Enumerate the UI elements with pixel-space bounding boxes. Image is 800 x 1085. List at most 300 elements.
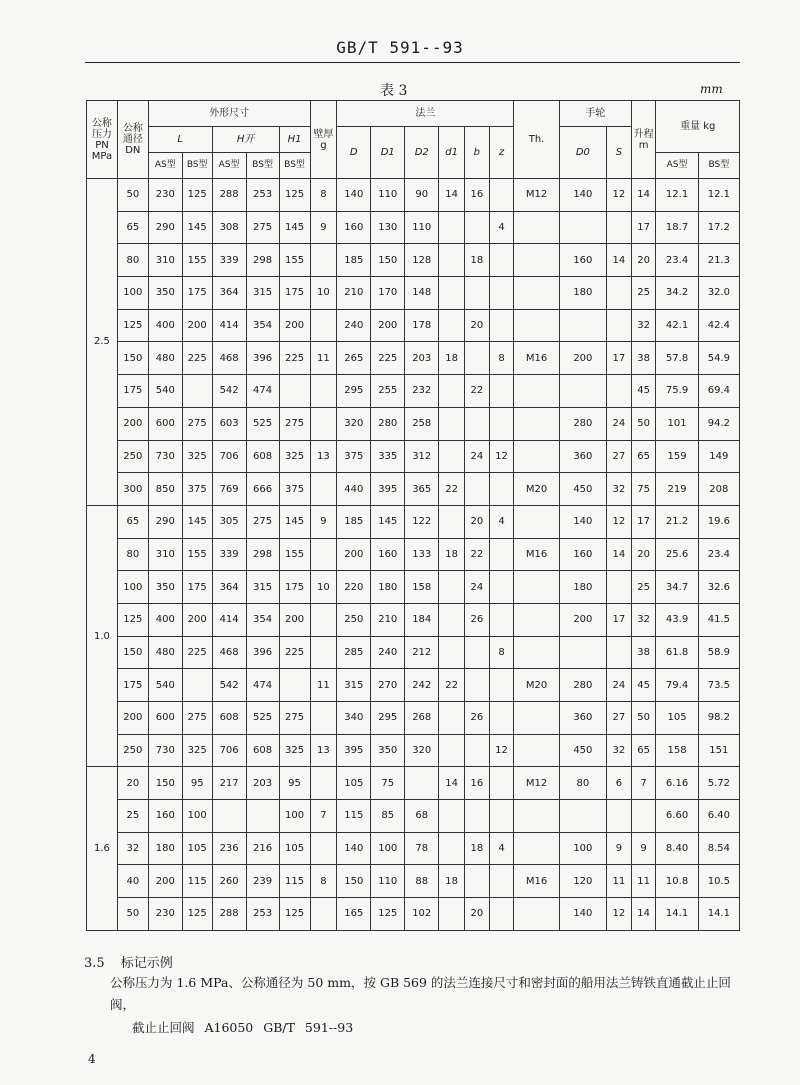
cell-S: 14 <box>607 244 632 277</box>
cell-m: 17 <box>631 211 656 244</box>
table-row <box>87 865 740 898</box>
cell-z: 4 <box>489 832 514 865</box>
table-row <box>87 309 740 342</box>
cell-H-as: 364 <box>212 571 246 604</box>
cell-D: 240 <box>337 309 371 342</box>
cell-L-bs: 225 <box>182 636 212 669</box>
cell-S: 27 <box>607 702 632 735</box>
cell-L-bs: 100 <box>182 800 212 833</box>
table-row <box>87 702 740 735</box>
cell-H-bs: 666 <box>246 473 279 506</box>
cell-H1: 325 <box>279 440 310 473</box>
cell-b: 20 <box>464 505 489 538</box>
cell-d1: 14 <box>439 179 465 212</box>
cell-H-as: 608 <box>212 702 246 735</box>
cell-z <box>489 603 514 636</box>
cell-w-as: 6.16 <box>656 767 698 800</box>
cell-w-as: 105 <box>656 702 698 735</box>
cell-w-as: 34.7 <box>656 571 698 604</box>
cell-L-bs: 200 <box>182 603 212 636</box>
cell-d1 <box>439 800 465 833</box>
cell-D0: 140 <box>559 505 606 538</box>
cell-L-as: 850 <box>148 473 182 506</box>
cell-th <box>514 211 559 244</box>
cell-D2: 68 <box>405 800 439 833</box>
cell-w-as: 57.8 <box>656 342 698 375</box>
cell-H1: 145 <box>279 505 310 538</box>
valve-dimension-table <box>86 100 740 931</box>
cell-th: M16 <box>514 342 559 375</box>
cell-dn: 125 <box>117 603 148 636</box>
cell-H1: 100 <box>279 800 310 833</box>
cell-m: 32 <box>631 309 656 342</box>
cell-th: M16 <box>514 538 559 571</box>
cell-z <box>489 407 514 440</box>
cell-H-as: 603 <box>212 407 246 440</box>
cell-D1: 170 <box>371 277 405 310</box>
cell-z <box>489 669 514 702</box>
cell-z <box>489 538 514 571</box>
cell-L-bs: 200 <box>182 309 212 342</box>
cell-w-bs: 151 <box>698 734 739 767</box>
cell-g <box>310 375 337 408</box>
cell-b: 16 <box>464 179 489 212</box>
cell-L-as: 540 <box>148 375 182 408</box>
cell-D0: 160 <box>559 244 606 277</box>
cell-d1: 18 <box>439 342 465 375</box>
cell-dn: 25 <box>117 800 148 833</box>
cell-D: 160 <box>337 211 371 244</box>
cell-H-as: 706 <box>212 440 246 473</box>
cell-w-as: 42.1 <box>656 309 698 342</box>
cell-D0: 200 <box>559 342 606 375</box>
cell-L-as: 730 <box>148 440 182 473</box>
cell-D2: 110 <box>405 211 439 244</box>
cell-dn: 65 <box>117 505 148 538</box>
cell-L-bs: 325 <box>182 440 212 473</box>
cell-S: 32 <box>607 734 632 767</box>
cell-D1: 280 <box>371 407 405 440</box>
cell-w-bs: 54.9 <box>698 342 739 375</box>
cell-g: 11 <box>310 669 337 702</box>
cell-H1: 155 <box>279 538 310 571</box>
table-row <box>87 505 740 538</box>
cell-L-bs: 175 <box>182 277 212 310</box>
cell-D: 165 <box>337 898 371 931</box>
cell-b: 26 <box>464 603 489 636</box>
cell-m: 25 <box>631 571 656 604</box>
cell-D1: 110 <box>371 865 405 898</box>
cell-m: 20 <box>631 538 656 571</box>
cell-H-bs: 608 <box>246 440 279 473</box>
cell-z <box>489 702 514 735</box>
cell-S: 17 <box>607 603 632 636</box>
cell-H-bs: 474 <box>246 669 279 702</box>
cell-H-bs: 239 <box>246 865 279 898</box>
cell-th <box>514 734 559 767</box>
cell-H-bs: 525 <box>246 407 279 440</box>
col-D1: D1 <box>371 127 405 179</box>
cell-D0: 180 <box>559 277 606 310</box>
cell-g: 11 <box>310 342 337 375</box>
cell-d1: 18 <box>439 865 465 898</box>
cell-H-as: 468 <box>212 342 246 375</box>
cell-S: 32 <box>607 473 632 506</box>
table-row <box>87 375 740 408</box>
cell-L-bs <box>182 375 212 408</box>
cell-D1: 125 <box>371 898 405 931</box>
col-L-bs: BS型 <box>182 153 212 179</box>
cell-H1: 125 <box>279 179 310 212</box>
cell-H1: 115 <box>279 865 310 898</box>
cell-S: 27 <box>607 440 632 473</box>
col-L-as: AS型 <box>148 153 182 179</box>
cell-D: 105 <box>337 767 371 800</box>
cell-m: 75 <box>631 473 656 506</box>
cell-D: 150 <box>337 865 371 898</box>
cell-b <box>464 800 489 833</box>
cell-w-bs: 208 <box>698 473 739 506</box>
cell-L-as: 480 <box>148 636 182 669</box>
cell-b: 20 <box>464 898 489 931</box>
col-outline: 外形尺寸 <box>148 101 310 127</box>
cell-S <box>607 571 632 604</box>
cell-S: 17 <box>607 342 632 375</box>
cell-H1: 175 <box>279 277 310 310</box>
table-row <box>87 473 740 506</box>
cell-D1: 270 <box>371 669 405 702</box>
cell-g: 9 <box>310 505 337 538</box>
cell-L-as: 400 <box>148 309 182 342</box>
cell-w-as: 34.2 <box>656 277 698 310</box>
cell-w-bs: 10.5 <box>698 865 739 898</box>
cell-d1: 22 <box>439 473 465 506</box>
cell-z <box>489 865 514 898</box>
cell-w-bs: 41.5 <box>698 603 739 636</box>
cell-D0: 360 <box>559 440 606 473</box>
cell-b: 16 <box>464 767 489 800</box>
cell-d1 <box>439 440 465 473</box>
cell-b <box>464 277 489 310</box>
cell-H-as: 339 <box>212 538 246 571</box>
cell-D2: 158 <box>405 571 439 604</box>
cell-L-bs: 275 <box>182 702 212 735</box>
cell-D: 440 <box>337 473 371 506</box>
cell-m <box>631 800 656 833</box>
cell-H-bs: 298 <box>246 538 279 571</box>
table-row <box>87 898 740 931</box>
cell-D: 265 <box>337 342 371 375</box>
cell-w-as: 8.40 <box>656 832 698 865</box>
cell-w-as: 61.8 <box>656 636 698 669</box>
cell-th <box>514 244 559 277</box>
cell-D1: 335 <box>371 440 405 473</box>
cell-S <box>607 636 632 669</box>
cell-H-as: 217 <box>212 767 246 800</box>
table-row <box>87 407 740 440</box>
pn-cell: 1.6 <box>87 767 118 930</box>
cell-d1 <box>439 832 465 865</box>
cell-L-bs: 145 <box>182 505 212 538</box>
cell-th <box>514 702 559 735</box>
cell-b: 26 <box>464 702 489 735</box>
cell-m: 38 <box>631 342 656 375</box>
cell-D2: 242 <box>405 669 439 702</box>
cell-H-bs: 275 <box>246 211 279 244</box>
cell-dn: 250 <box>117 440 148 473</box>
cell-D2 <box>405 767 439 800</box>
col-dn: 公称通径 DN <box>117 101 148 179</box>
col-H1: H1 <box>279 127 310 153</box>
cell-z <box>489 277 514 310</box>
cell-th <box>514 407 559 440</box>
cell-D: 320 <box>337 407 371 440</box>
cell-D0: 100 <box>559 832 606 865</box>
cell-z: 12 <box>489 440 514 473</box>
cell-S: 11 <box>607 865 632 898</box>
cell-w-as: 18.7 <box>656 211 698 244</box>
cell-D: 375 <box>337 440 371 473</box>
cell-H-as: 236 <box>212 832 246 865</box>
cell-H1 <box>279 375 310 408</box>
running-header: GB/T 591--93 <box>336 38 464 57</box>
cell-g: 7 <box>310 800 337 833</box>
table-row <box>87 342 740 375</box>
cell-w-as: 79.4 <box>656 669 698 702</box>
header-rule <box>85 62 740 63</box>
cell-g <box>310 538 337 571</box>
cell-L-bs: 145 <box>182 211 212 244</box>
cell-L-bs <box>182 669 212 702</box>
cell-D1: 110 <box>371 179 405 212</box>
cell-th <box>514 375 559 408</box>
cell-H1: 125 <box>279 898 310 931</box>
cell-D2: 148 <box>405 277 439 310</box>
cell-H-as: 414 <box>212 603 246 636</box>
cell-D1: 180 <box>371 571 405 604</box>
cell-z: 8 <box>489 636 514 669</box>
marking-example: 截止止回阀 A16050 GB/T 591--93 <box>132 1020 354 1035</box>
cell-D: 220 <box>337 571 371 604</box>
cell-L-bs: 175 <box>182 571 212 604</box>
cell-H-as: 414 <box>212 309 246 342</box>
cell-D2: 232 <box>405 375 439 408</box>
cell-H1: 155 <box>279 244 310 277</box>
cell-D0: 280 <box>559 669 606 702</box>
cell-w-as: 10.8 <box>656 865 698 898</box>
cell-dn: 100 <box>117 277 148 310</box>
cell-b <box>464 407 489 440</box>
cell-dn: 80 <box>117 244 148 277</box>
cell-D0 <box>559 636 606 669</box>
cell-L-as: 480 <box>148 342 182 375</box>
col-d1: d1 <box>439 127 465 179</box>
cell-th <box>514 440 559 473</box>
cell-m: 14 <box>631 179 656 212</box>
col-thread: Th. <box>514 101 559 179</box>
cell-D2: 133 <box>405 538 439 571</box>
cell-H-bs: 525 <box>246 702 279 735</box>
cell-dn: 200 <box>117 407 148 440</box>
cell-H1: 225 <box>279 636 310 669</box>
cell-H1: 325 <box>279 734 310 767</box>
table-row <box>87 277 740 310</box>
col-H-as: AS型 <box>212 153 246 179</box>
cell-L-as: 160 <box>148 800 182 833</box>
cell-g <box>310 767 337 800</box>
cell-H-as: 260 <box>212 865 246 898</box>
cell-z <box>489 473 514 506</box>
cell-g <box>310 898 337 931</box>
cell-H-as: 305 <box>212 505 246 538</box>
cell-z <box>489 179 514 212</box>
cell-z <box>489 309 514 342</box>
table-row <box>87 244 740 277</box>
cell-g: 13 <box>310 734 337 767</box>
cell-D2: 268 <box>405 702 439 735</box>
pn-cell: 2.5 <box>87 179 118 506</box>
table-row <box>87 211 740 244</box>
cell-D0: 450 <box>559 473 606 506</box>
cell-H-as: 339 <box>212 244 246 277</box>
cell-D1: 150 <box>371 244 405 277</box>
col-H1-bs: BS型 <box>279 153 310 179</box>
col-weight: 重量 kg <box>656 101 740 153</box>
cell-L-as: 290 <box>148 211 182 244</box>
cell-w-bs: 98.2 <box>698 702 739 735</box>
table-row <box>87 832 740 865</box>
cell-dn: 300 <box>117 473 148 506</box>
col-L: L <box>148 127 212 153</box>
cell-H-as: 706 <box>212 734 246 767</box>
table-row <box>87 538 740 571</box>
cell-D2: 102 <box>405 898 439 931</box>
cell-g <box>310 832 337 865</box>
cell-w-bs: 32.0 <box>698 277 739 310</box>
cell-z: 12 <box>489 734 514 767</box>
marking-paragraph <box>84 972 744 1016</box>
cell-g <box>310 407 337 440</box>
table-row <box>87 440 740 473</box>
cell-H-as: 308 <box>212 211 246 244</box>
cell-dn: 250 <box>117 734 148 767</box>
cell-w-bs: 6.40 <box>698 800 739 833</box>
cell-D2: 90 <box>405 179 439 212</box>
cell-L-as: 730 <box>148 734 182 767</box>
cell-z: 8 <box>489 342 514 375</box>
cell-H-bs: 315 <box>246 571 279 604</box>
cell-d1 <box>439 211 465 244</box>
cell-g <box>310 702 337 735</box>
cell-th <box>514 636 559 669</box>
cell-g: 8 <box>310 179 337 212</box>
table-caption: 表 3 <box>380 83 408 99</box>
cell-w-as: 12.1 <box>656 179 698 212</box>
cell-S: 6 <box>607 767 632 800</box>
cell-dn: 125 <box>117 309 148 342</box>
cell-th <box>514 277 559 310</box>
cell-d1 <box>439 898 465 931</box>
cell-m: 50 <box>631 702 656 735</box>
cell-L-bs: 115 <box>182 865 212 898</box>
cell-z <box>489 800 514 833</box>
cell-w-as: 21.2 <box>656 505 698 538</box>
cell-b: 18 <box>464 832 489 865</box>
marking-text: 公称压力为 1.6 MPa、公称通径为 50 mm，按 GB 569 的法兰连接尺寸和密封面的船用法兰铸铁直通截止止回阀， <box>110 975 731 1012</box>
cell-w-bs: 21.3 <box>698 244 739 277</box>
cell-H-as: 542 <box>212 669 246 702</box>
cell-th: M12 <box>514 179 559 212</box>
cell-L-as: 600 <box>148 407 182 440</box>
cell-D: 295 <box>337 375 371 408</box>
cell-H1: 95 <box>279 767 310 800</box>
cell-L-as: 540 <box>148 669 182 702</box>
cell-S: 24 <box>607 669 632 702</box>
cell-L-bs: 325 <box>182 734 212 767</box>
cell-w-bs: 94.2 <box>698 407 739 440</box>
cell-d1 <box>439 375 465 408</box>
cell-D0: 200 <box>559 603 606 636</box>
pn-cell: 1.0 <box>87 505 118 767</box>
col-D2: D2 <box>405 127 439 179</box>
col-wall: 壁厚 g <box>310 101 337 179</box>
cell-H1: 200 <box>279 309 310 342</box>
cell-w-bs: 19.6 <box>698 505 739 538</box>
cell-D: 140 <box>337 832 371 865</box>
cell-S <box>607 375 632 408</box>
cell-D2: 178 <box>405 309 439 342</box>
table-row <box>87 603 740 636</box>
cell-L-bs: 125 <box>182 898 212 931</box>
cell-D2: 203 <box>405 342 439 375</box>
section-number: 3.5 <box>84 956 105 971</box>
page-number: 4 <box>88 1052 96 1066</box>
cell-L-as: 290 <box>148 505 182 538</box>
cell-H1 <box>279 669 310 702</box>
cell-D0: 140 <box>559 898 606 931</box>
cell-H-bs: 396 <box>246 342 279 375</box>
cell-D1: 350 <box>371 734 405 767</box>
cell-d1 <box>439 702 465 735</box>
cell-L-bs: 275 <box>182 407 212 440</box>
cell-L-bs: 105 <box>182 832 212 865</box>
cell-H-bs: 474 <box>246 375 279 408</box>
cell-d1 <box>439 309 465 342</box>
cell-b: 18 <box>464 244 489 277</box>
cell-m: 65 <box>631 440 656 473</box>
cell-D2: 184 <box>405 603 439 636</box>
cell-D: 285 <box>337 636 371 669</box>
table-row <box>87 669 740 702</box>
cell-H-as: 364 <box>212 277 246 310</box>
cell-H1: 175 <box>279 571 310 604</box>
cell-w-as: 159 <box>656 440 698 473</box>
cell-m: 32 <box>631 603 656 636</box>
table-unit: mm <box>700 82 723 96</box>
cell-b <box>464 473 489 506</box>
cell-g: 9 <box>310 211 337 244</box>
cell-H1: 105 <box>279 832 310 865</box>
cell-dn: 50 <box>117 898 148 931</box>
cell-z: 4 <box>489 505 514 538</box>
cell-D: 200 <box>337 538 371 571</box>
table-row <box>87 734 740 767</box>
cell-m: 17 <box>631 505 656 538</box>
col-handwheel: 手轮 <box>559 101 631 127</box>
cell-H1: 375 <box>279 473 310 506</box>
cell-d1 <box>439 505 465 538</box>
cell-D2: 88 <box>405 865 439 898</box>
